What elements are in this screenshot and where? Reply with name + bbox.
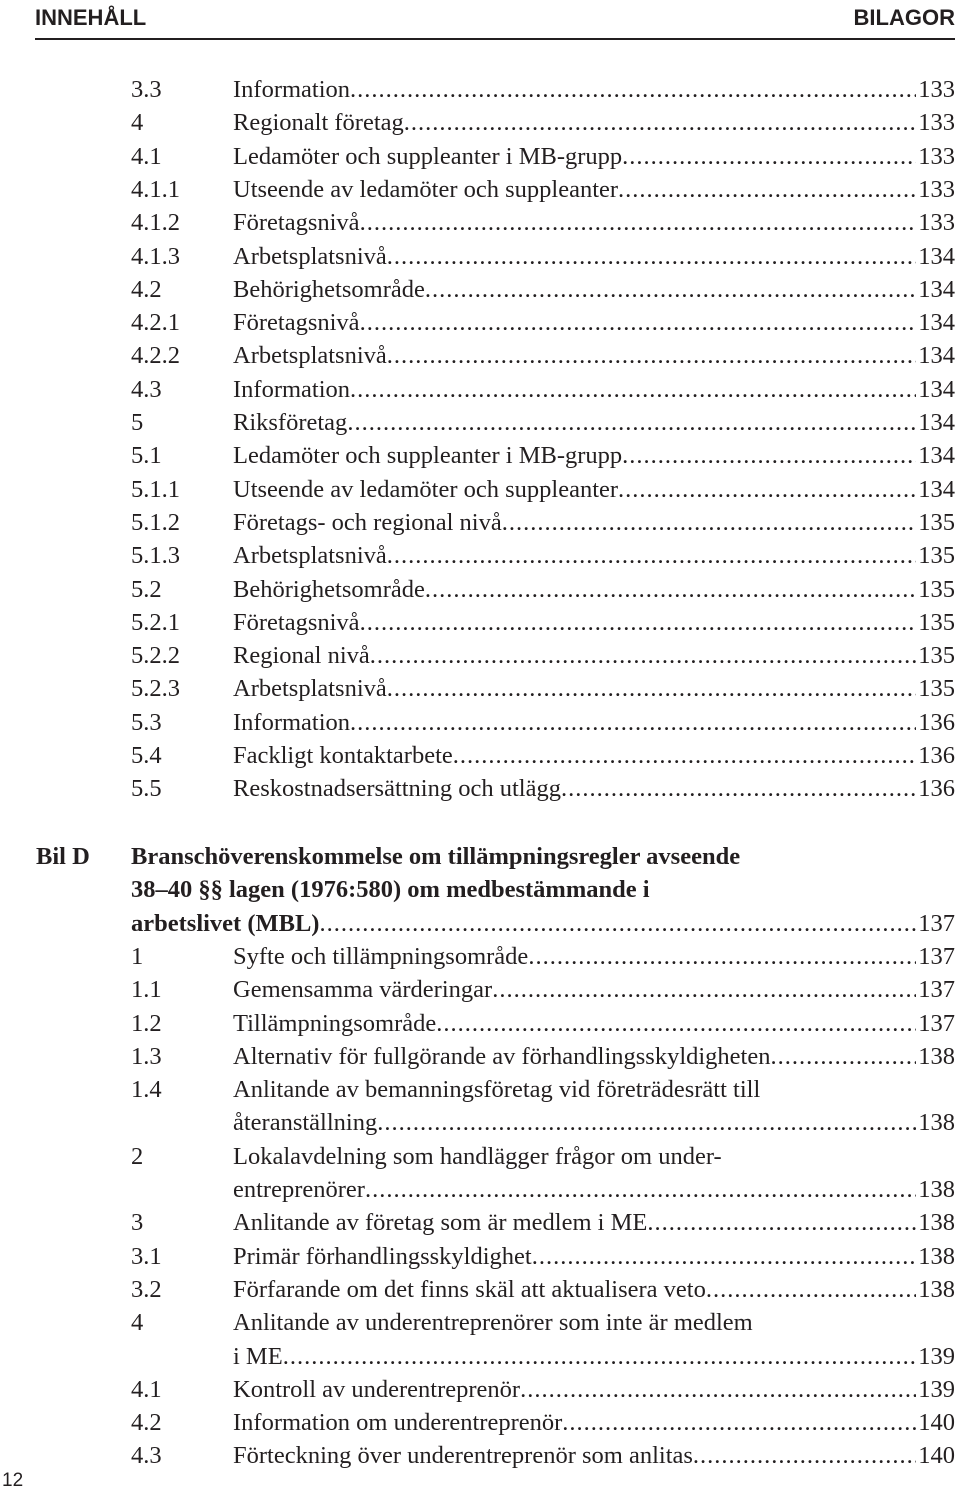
toc-entry[interactable] [0,672,960,705]
toc-entry-number: 4 [131,1309,144,1337]
toc-entry-title-text: Utseende av ledamöter och suppleanter [233,175,619,203]
dot-leader [502,506,917,539]
toc-entry-number: 5.5 [131,775,162,803]
toc-entry-title-text: återanställning [233,1109,378,1137]
toc-entry-page: 136 [918,775,955,803]
toc-entry-title [233,73,955,106]
dot-leader [387,539,916,572]
toc-entry-title [233,639,955,672]
toc-entry-title-text: Arbetsplatsnivå [233,542,387,570]
toc-entry-title [233,473,955,506]
toc-entry-title [233,1373,955,1406]
toc-entry-title [233,1273,955,1306]
toc-entry-page: 134 [918,342,955,370]
toc-entry-page: 133 [918,175,955,203]
toc-entry-number: 4.3 [131,375,162,403]
toc-entry[interactable] [0,1373,960,1406]
toc-entry-page: 140 [918,1442,955,1470]
dot-leader [693,1439,916,1472]
toc-entry-title-text: Anlitande av företag som är medlem i ME [233,1209,648,1237]
dot-leader [404,106,916,139]
toc-entry[interactable] [0,606,960,639]
toc-entry-title-text: Tillämpningsområde [233,1009,437,1037]
toc-entry[interactable] [0,73,960,106]
appendix-heading [0,873,960,906]
toc-entry-number: 4.2.1 [131,309,180,337]
toc-entry-page: 134 [918,409,955,436]
toc-entry-title [233,1306,955,1339]
dot-leader [387,240,916,273]
dot-leader [706,1273,916,1306]
dot-leader [425,273,916,306]
appendix-heading [0,907,960,940]
toc-entry-page: 133 [918,76,955,103]
toc-entry-title-text: Företagsnivå [233,209,360,237]
toc-entry-title [233,739,955,772]
dot-leader [360,206,917,239]
dot-leader [377,1106,916,1139]
toc-entry[interactable] [0,473,960,506]
dot-leader [350,373,916,406]
toc-entry-page: 139 [918,1342,955,1370]
toc-entry-number: 3 [131,1209,144,1237]
toc-entry-title [233,1007,955,1040]
toc-entry-page: 135 [918,608,955,636]
toc-entry-title [233,240,955,273]
toc-entry-number: 4.1 [131,1375,162,1403]
toc-entry-number: 5.2.3 [131,675,180,703]
toc-entry[interactable] [0,973,960,1006]
toc-entry-title-text: Arbetsplatsnivå [233,342,387,370]
toc-entry[interactable] [0,706,960,739]
toc-entry-page: 134 [918,475,955,503]
toc-entry-number: 5 [131,409,144,436]
toc-entry[interactable] [0,273,960,306]
toc-entry-title-text: entreprenörer [233,1176,365,1203]
toc-entry-title-text: i ME [233,1342,283,1370]
dot-leader [347,406,916,439]
toc-entry-page: 136 [918,742,955,769]
toc-entry[interactable] [0,1040,960,1073]
toc-entry-title-text: Behörighetsområde [233,275,425,303]
toc-entry[interactable] [0,1406,960,1439]
toc-entry[interactable] [0,639,960,672]
toc-entry-page: 137 [918,1009,955,1037]
toc-entry-number: 5.1.3 [131,542,180,570]
toc-entry-title-text: Utseende av ledamöter och suppleanter [233,475,619,503]
dot-leader [520,1373,916,1406]
toc-entry-title-text: Företagsnivå [233,608,360,636]
toc-entry[interactable] [0,140,960,173]
toc-entry-page: 134 [918,309,955,337]
toc-entry-title [233,1073,955,1106]
appendix-title-line [131,840,955,873]
toc-entry-number: 4.1.1 [131,175,180,203]
toc-entry-title [233,206,955,239]
toc-entry-title-text: Förfarande om det finns skäl att aktualisera veto [233,1275,706,1303]
toc-entry[interactable] [0,339,960,372]
toc-entry-title [233,1106,955,1139]
toc-entry-title-text: Primär förhandlingsskyldighet [233,1242,532,1270]
toc-entry-page: 133 [918,209,955,237]
toc-entry[interactable] [0,1306,960,1339]
toc-entry-page: 134 [918,242,955,270]
toc-entry-title-text: Regional nivå [233,642,370,670]
toc-entry-title [233,1406,955,1439]
toc-entry-title [233,1040,955,1073]
dot-leader [618,473,916,506]
toc-entry-title [233,706,955,739]
toc-entry[interactable] [0,406,960,439]
dot-leader [350,706,916,739]
toc-entry-page: 135 [918,575,955,603]
toc-entry[interactable] [0,539,960,572]
toc-entry-title-text: Behörighetsområde [233,575,425,603]
toc-entry-title [233,1439,955,1472]
toc-entry-page: 133 [918,109,955,137]
toc-entry-number: 5.4 [131,742,162,769]
appendix-title-text: Branschöverenskommelse om tillämpningsregler avseende [131,843,741,870]
toc-entry-title-text: Fackligt kontaktarbete [233,742,453,769]
dot-leader [350,73,916,106]
dot-leader [622,140,916,173]
toc-entry[interactable] [0,1240,960,1273]
toc-entry-number: 5.2.1 [131,608,180,636]
toc-entry[interactable] [0,1173,960,1206]
toc-entry-page: 135 [918,508,955,536]
toc-entry-title [233,406,955,439]
toc-entry-title [233,606,955,639]
toc-entry-title-text: Riksföretag [233,409,348,436]
toc-entry-page: 140 [918,1409,955,1437]
toc-entry-number: 5.1.2 [131,508,180,536]
toc-entry-title [233,1140,955,1173]
toc-entry[interactable] [0,173,960,206]
toc-entry-number: 4.3 [131,1442,162,1470]
toc-entry-page: 134 [918,442,955,470]
toc-entry[interactable] [0,1073,960,1106]
toc-entry-page: 133 [918,142,955,170]
dot-leader [453,739,917,772]
toc-entry-title-text: Information [233,375,351,403]
toc-entry-title-text: Ledamöter och suppleanter i MB-grupp [233,442,623,470]
toc-entry-number: 5.1 [131,442,162,470]
toc-entry-page: 138 [918,1042,955,1070]
toc-entry-number: 3.3 [131,76,162,103]
toc-entry-title [233,1240,955,1273]
dot-leader [532,1240,917,1273]
toc-entry-title [233,506,955,539]
toc-entry[interactable] [0,772,960,805]
toc-entry-title [233,1206,955,1239]
toc-entry-page: 138 [918,1275,955,1303]
toc-entry-page: 135 [918,542,955,570]
toc-entry-number: 1.4 [131,1076,162,1104]
toc-entry-page: 137 [918,976,955,1004]
toc-entry-title-text: Lokalavdelning som handlägger frågor om under- [233,1142,722,1170]
appendix-heading [0,840,960,873]
dot-leader [319,907,918,940]
toc-entry-page: 137 [918,942,955,970]
dot-leader [387,672,916,705]
toc-entry-page: 138 [918,1176,955,1203]
toc-entry-title [233,539,955,572]
toc-entry-page: 138 [918,1242,955,1270]
appendix-title-text: arbetslivet (MBL) [131,909,320,937]
toc-entry-number: 2 [131,1142,144,1170]
dot-leader [618,173,916,206]
header-rule [35,38,955,40]
toc-entry-page: 134 [918,375,955,403]
toc-entry[interactable] [0,1206,960,1239]
toc-entry-number: 5.2.2 [131,642,180,670]
toc-entry-title-text: Kontroll av underentreprenör [233,1375,521,1403]
toc-entry-number: 4.2.2 [131,342,180,370]
toc-entry-number: 4.2 [131,275,162,303]
toc-entry-title-text: Anlitande av bemanningsföretag vid företrädesrätt till [233,1076,761,1104]
toc-entry-page: 134 [918,275,955,303]
toc-entry-title [233,173,955,206]
dot-leader [365,1173,916,1206]
appendix-title-line [131,873,955,906]
dot-leader [561,772,916,805]
toc-entry-title [233,1340,955,1373]
toc-entry[interactable] [0,306,960,339]
dot-leader [387,339,916,372]
toc-entry[interactable] [0,373,960,406]
toc-entry-title [233,339,955,372]
toc-entry[interactable] [0,506,960,539]
toc-entry-title [233,106,955,139]
dot-leader [436,1007,916,1040]
appendix-label: Bil D [36,843,90,870]
toc-entry[interactable] [0,1340,960,1373]
toc-entry-title [233,439,955,472]
toc-entry[interactable] [0,439,960,472]
toc-entry-number: 4 [131,109,144,137]
dot-leader [370,639,916,672]
toc-entry[interactable] [0,1140,960,1173]
toc-entry[interactable] [0,1439,960,1472]
toc-entry-title-text: Information [233,76,351,103]
toc-entry-number: 5.1.1 [131,475,180,503]
toc-entry-page: 135 [918,675,955,703]
appendix-title-line [131,907,955,940]
toc-entry-title-text: Gemensamma värderingar [233,976,493,1004]
toc-entry[interactable] [0,240,960,273]
toc-entry-number: 4.1 [131,142,162,170]
toc-entry-page: 135 [918,642,955,670]
header-left-title: INNEHÅLL [35,5,147,30]
toc-entry-page: 136 [918,708,955,736]
toc-entry-number: 1 [131,942,144,970]
toc-entry-title [233,672,955,705]
running-header [35,0,955,38]
toc-entry-title [233,772,955,805]
toc-entry-title [233,140,955,173]
dot-leader [360,606,917,639]
toc-entry-title-text: Regionalt företag [233,109,404,137]
toc-entry[interactable] [0,739,960,772]
dot-leader [562,1406,916,1439]
toc-entry-number: 1.3 [131,1042,162,1070]
toc-entry-title-text: Anlitande av underentreprenörer som inte är medlem [233,1309,753,1337]
toc-entry-title-text: Företagsnivå [233,309,360,337]
toc-entry-title [233,306,955,339]
toc-entry-page: 138 [918,1209,955,1237]
appendix-page: 137 [918,909,955,937]
toc-entry-number: 4.1.2 [131,209,180,237]
toc-entry-number: 3.1 [131,1242,162,1270]
toc-entry-title-text: Företags- och regional nivå [233,508,502,536]
dot-leader [360,306,917,339]
toc-entry-number: 5.2 [131,575,162,603]
toc-entry-number: 1.2 [131,1009,162,1037]
toc-entry[interactable] [0,206,960,239]
toc-entry-title-text: Ledamöter och suppleanter i MB-grupp [233,142,623,170]
toc-entry-number: 4.1.3 [131,242,180,270]
page-number: 12 [2,1470,24,1491]
toc-entry-title-text: Alternativ för fullgörande av förhandlingsskyldigheten [233,1042,771,1070]
toc-entry-title-text: Information [233,708,351,736]
toc-entry-title-text: Arbetsplatsnivå [233,675,387,703]
dot-leader [492,973,916,1006]
dot-leader [283,1340,917,1373]
toc-entry[interactable] [0,1273,960,1306]
toc-entry-title [233,973,955,1006]
toc-entry-number: 5.3 [131,708,162,736]
toc-entry-title [233,1173,955,1206]
toc-entry-title-text: Reskostnadsersättning och utlägg [233,775,561,803]
toc-entry[interactable] [0,940,960,973]
toc-entry-title [233,573,955,606]
toc-entry-number: 1.1 [131,976,162,1004]
header-right-title: BILAGOR [853,5,955,30]
toc-entry-page: 139 [918,1375,955,1403]
toc-entry-number: 3.2 [131,1275,162,1303]
toc-entry[interactable] [0,1106,960,1139]
toc-entry-page: 138 [918,1109,955,1137]
toc-entry-number: 4.2 [131,1409,162,1437]
dot-leader [622,439,916,472]
dot-leader [528,940,916,973]
dot-leader [771,1040,917,1073]
toc-entry-title [233,940,955,973]
appendix-title-text: 38–40 §§ lagen (1976:580) om medbestämmande i [131,876,650,904]
toc-entry[interactable] [0,1007,960,1040]
toc-entry[interactable] [0,106,960,139]
toc-entry-title-text: Syfte och tillämpningsområde [233,942,529,970]
toc-entry-title [233,373,955,406]
toc-entry-title [233,273,955,306]
toc-entry-title-text: Arbetsplatsnivå [233,242,387,270]
toc-entry-title-text: Information om underentreprenör [233,1409,563,1437]
toc-entry-title-text: Förteckning över underentreprenör som anlitas [233,1442,693,1470]
toc-entry[interactable] [0,573,960,606]
dot-leader [647,1206,916,1239]
dot-leader [425,573,916,606]
